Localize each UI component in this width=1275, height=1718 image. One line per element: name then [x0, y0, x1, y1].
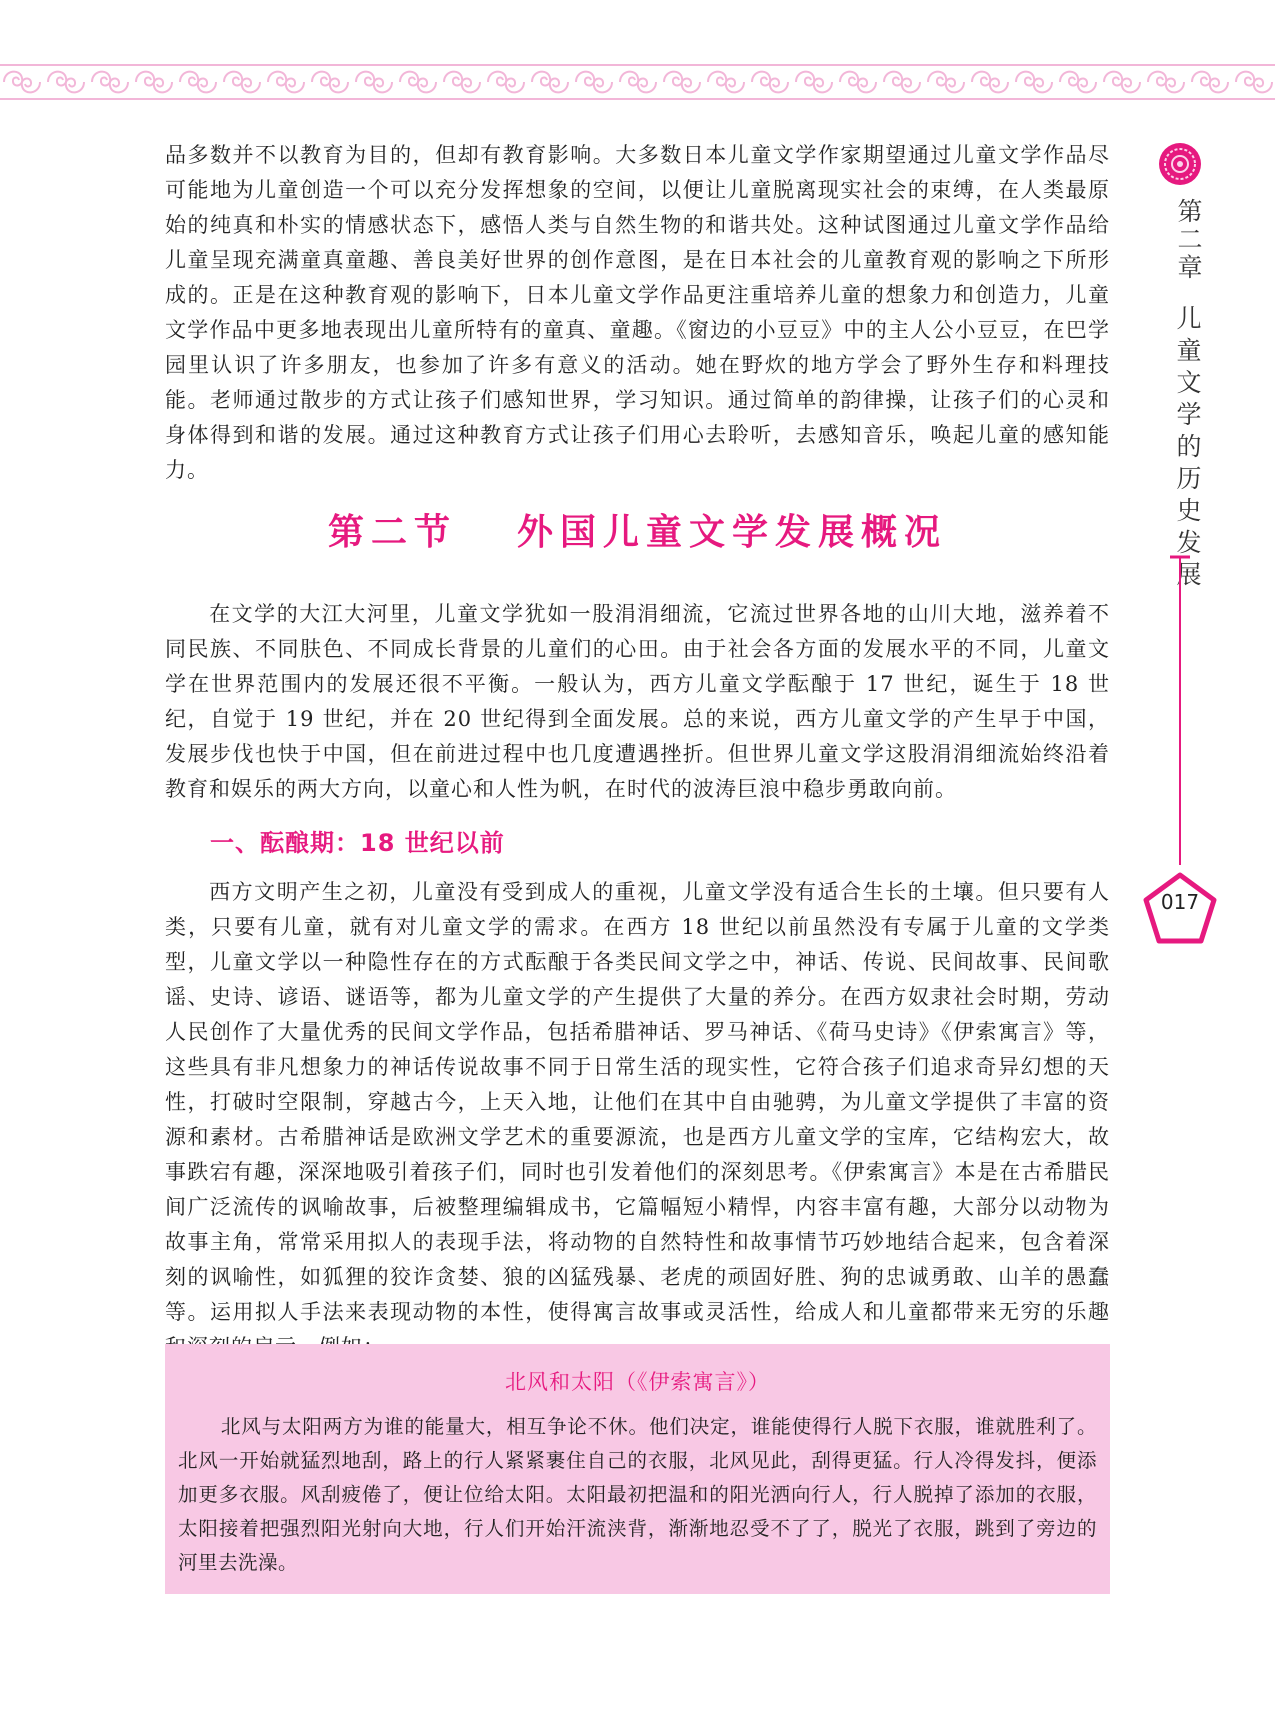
fable-title: 北风和太阳（《伊索寓言》） [505, 1370, 770, 1394]
fable-body: 北风与太阳两方为谁的能量大，相互争论不休。他们决定，谁能使得行人脱下衣服，谁就胜利了。北风一开始就猛烈地刮，路上的行人紧紧裹住自己的衣服，北风见此，刮得更猛。行人冷得发抖，便添加更多衣服。风刮疲倦了，便让位给太阳。太阳最初把温和的阳光洒向行人，行人脱掉了添加的衣服，太阳接着把强烈阳光射向大地，行人们开始汗流浃背，渐渐地忍受不了了，脱光了衣服，跳到了旁边的河里去洗澡。 [178, 1415, 1097, 1574]
fable-box [165, 1344, 1110, 1594]
paragraph-text: 在文学的大江大河里，儿童文学犹如一股涓涓细流，它流过世界各地的山川大地，滋养着不同民族、不同肤色、不同成长背景的儿童们的心田。由于社会各方面的发展水平的不同，儿童文学在世界范围内的发展还很不平衡。一般认为，西方儿童文学酝酿于 17 世纪，诞生于 18 世纪，自觉于 19 世纪，并在 20 世纪得到全面发展。总的来说，西方儿童文学的产生早于中国，发展步伐也快于中国，但在前进过程中也几度遭遇挫折。但世界儿童文学这股涓涓细流始终沿着教育和娱乐的两大方向，以童心和人性为帆，在时代的波涛巨浪中稳步勇敢向前。 [165, 602, 1110, 801]
ornamental-scroll-border [0, 62, 1275, 102]
sidebar-divider-line [1160, 555, 1200, 865]
paragraph-text: 品多数并不以教育为目的，但却有教育影响。大多数日本儿童文学作家期望通过儿童文学作品尽可能地为儿童创造一个可以充分发挥想象的空间，以便让儿童脱离现实社会的束缚，在人类最原始的纯真和朴实的情感状态下，感悟人类与自然生物的和谐共处。这种试图通过儿童文学作品给儿童呈现充满童真童趣、善良美好世界的创作意图，是在日本社会的儿童教育观的影响之下所形成的。正是在这种教育观的影响下，日本儿童文学作品更注重培养儿童的想象力和创造力，儿童文学作品中更多地表现出儿童所特有的童真、童趣。《窗边的小豆豆》中的主人公小豆豆，在巴学园里认识了许多朋友，也参加了许多有意义的活动。她在野炊的地方学会了野外生存和料理技能。老师通过散步的方式让孩子们感知世界，学习知识。通过简单的韵律操，让孩子们的心灵和身体得到和谐的发展。通过这种教育方式让孩子们用心去聆听，去感知音乐，唤起儿童的感知能力。 [165, 143, 1110, 482]
section-title: 外国儿童文学发展概况 [517, 511, 948, 553]
flower-emblem-icon [1158, 142, 1202, 186]
page-number: 017 [1160, 890, 1200, 914]
chapter-title: 儿童文学的历史发展 [1173, 305, 1202, 593]
body-paragraph-3 [165, 875, 1110, 1365]
chapter-label: 第二章 [1174, 198, 1203, 282]
body-paragraph-2 [165, 597, 1110, 807]
section-number: 第二节 [327, 511, 457, 553]
section-heading [165, 504, 1110, 555]
subsection-heading: 一、酝酿期：18 世纪以前 [210, 829, 505, 857]
paragraph-text: 西方文明产生之初，儿童没有受到成人的重视，儿童文学没有适合生长的土壤。但只要有人类，只要有儿童，就有对儿童文学的需求。在西方 18 世纪以前虽然没有专属于儿童的文学类型，儿童文学以一种隐性存在的方式酝酿于各类民间文学之中，神话、传说、民间故事、民间歌谣、史诗、谚语、谜语等，都为儿童文学的产生提供了大量的养分。在西方奴隶社会时期，劳动人民创作了大量优秀的民间文学作品，包括希腊神话、罗马神话、《荷马史诗》《伊索寓言》等，这些具有非凡想象力的神话传说故事不同于日常生活的现实性，它符合孩子们追求奇异幻想的天性，打破时空限制，穿越古今，上天入地，让他们在其中自由驰骋，为儿童文学提供了丰富的资源和素材。古希腊神话是欧洲文学艺术的重要源流，也是西方儿童文学的宝库，它结构宏大，故事跌宕有趣，深深地吸引着孩子们，同时也引发着他们的深刻思考。《伊索寓言》本是在古希腊民间广泛流传的讽喻故事，后被整理编辑成书，它篇幅短小精悍，内容丰富有趣，大部分以动物为故事主角，常常采用拟人的表现手法，将动物的自然特性和故事情节巧妙地结合起来，包含着深刻的讽喻性，如狐狸的狡诈贪婪、狼的凶猛残暴、老虎的顽固好胜、狗的忠诚勇敢、山羊的愚蠢等。运用拟人手法来表现动物的本性，使得寓言故事或灵活性，给成人和儿童都带来无穷的乐趣 [165, 880, 1110, 1324]
body-paragraph-1 [165, 138, 1110, 488]
